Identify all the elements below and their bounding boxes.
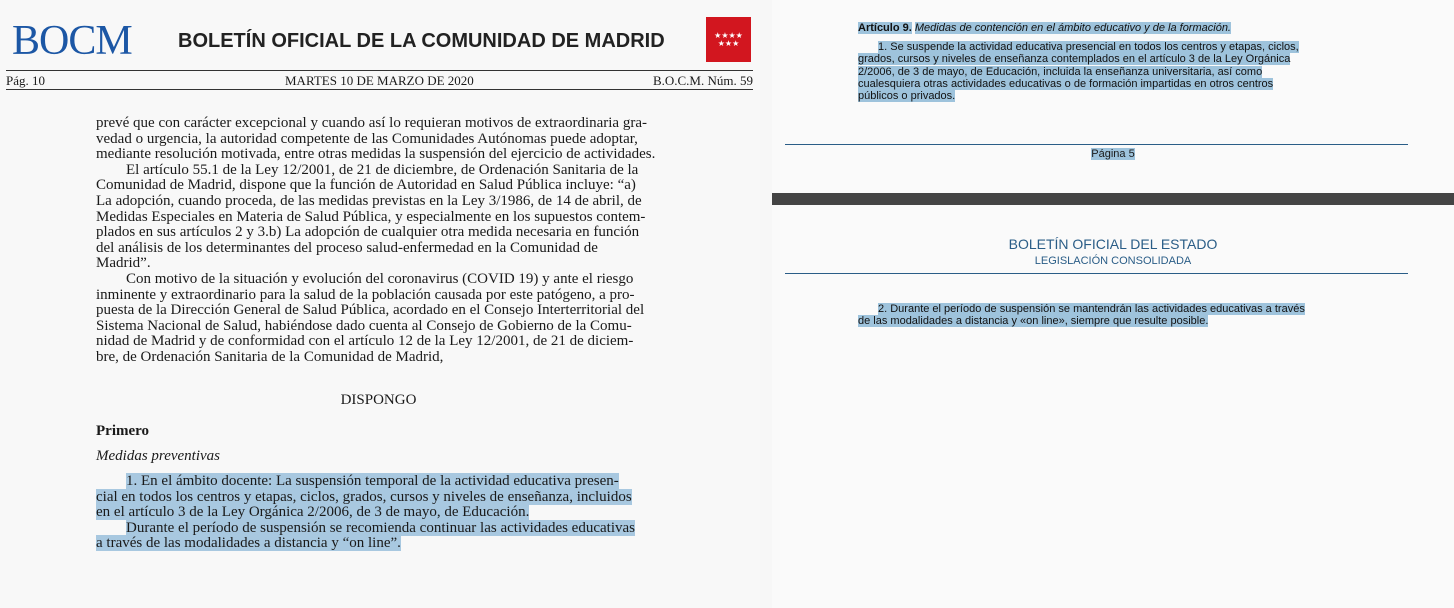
selected-line[interactable]: 1. En el ámbito docente: La suspensión temporal de la actividad educativa presen- [126, 473, 619, 489]
bocm-body [96, 116, 661, 366]
page-separator [772, 193, 1454, 205]
body-line: del análisis de los determinantes del proceso salud-enfermedad en la Comunidad de [96, 239, 598, 256]
header-rule [785, 273, 1408, 274]
selected-line[interactable]: 2/2006, de 3 de mayo, de Educación, incluida la enseñanza universitaria, así como [858, 65, 1263, 78]
header-rule-top [6, 70, 753, 71]
highlighted-passage[interactable] [96, 474, 661, 552]
body-line: puesta de la Dirección General de Salud Pública, acordado en el Consejo Interterritorial del [96, 302, 645, 319]
selected-line[interactable]: 1. Se suspende la actividad educativa presencial en todos los centros y etapas, ciclos, [878, 41, 1299, 54]
body-line: plados en sus artículos 2 y 3.b) La adopción de cualquier otra medida necesaria en función [96, 224, 640, 241]
selected-line[interactable]: cial en todos los centros y etapas, ciclos, grados, cursos y niveles de enseñanza, incluidos [96, 488, 632, 505]
body-line: vedad o urgencia, la autoridad competente de las Comunidades Autónomas puede adoptar, [96, 130, 638, 147]
issue-number: B.O.C.M. Núm. 59 [652, 73, 753, 88]
article-label[interactable]: Artículo 9. [858, 22, 912, 34]
boe-header-title: BOLETÍN OFICIAL DEL ESTADO [1008, 236, 1218, 252]
selected-line[interactable]: Durante el período de suspensión se recomienda continuar las actividades educativas [126, 519, 635, 536]
footer-rule [785, 144, 1408, 145]
selected-line[interactable]: en el artículo 3 de la Ley Orgánica 2/2006, de 3 de mayo, de Educación. [96, 504, 530, 521]
boe-page [772, 0, 1454, 608]
madrid-flag-icon [706, 17, 751, 62]
body-line: Comunidad de Madrid, dispone que la función de Autoridad en Salud Pública incluye: “a) [96, 177, 636, 194]
page-label[interactable]: Página 5 [1091, 148, 1135, 160]
body-line: bre, de Ordenación Sanitaria de la Comunidad de Madrid, [96, 348, 444, 365]
body-line: El artículo 55.1 de la Ley 12/2001, de 21 de diciembre, de Ordenación Sanitaria de la [126, 161, 639, 178]
body-line: Con motivo de la situación y evolución del coronavirus (COVID 19) y ante el riesgo [126, 270, 634, 287]
body-line: Madrid”. [96, 255, 151, 272]
header-rule-bottom [6, 89, 753, 90]
boe-header-subtitle: LEGISLACIÓN CONSOLIDADA [1034, 255, 1192, 267]
page-number: Pág. 10 [6, 73, 45, 88]
body-line: Sistema Nacional de Salud, habiéndose dado cuenta al Consejo de Gobierno de la Comu- [96, 317, 632, 334]
article-9-para-2[interactable] [858, 303, 1338, 327]
selected-line[interactable]: de las modalidades a distancia y «on line», siempre que resulte posible. [858, 315, 1209, 328]
body-line: prevé que con carácter excepcional y cuando así lo requieran motivos de extraordinaria gra- [96, 115, 647, 131]
selected-line[interactable]: cualesquiera otras actividades educativas o de formación impartidas en otros centros [858, 77, 1274, 90]
subsection-heading: Medidas preventivas [96, 448, 220, 464]
selected-line[interactable]: públicos o privados. [858, 90, 956, 103]
issue-date: MARTES 10 DE MARZO DE 2020 [285, 73, 474, 88]
body-line: mediante resolución motivada, entre otras medidas la suspensión del ejercicio de actividades. [96, 146, 656, 163]
dispongo-heading: DISPONGO [340, 392, 417, 408]
body-line: Medidas Especiales en Materia de Salud Pública, y especialmente en los supuestos contem- [96, 208, 646, 225]
body-line: inminente y extraordinario para la salud de la población causada por este patógeno, a pro- [96, 286, 635, 303]
body-line: nidad de Madrid y de conformidad con el artículo 12 de la Ley 12/2001, de 21 de diciem- [96, 333, 634, 350]
selected-line[interactable]: a través de las modalidades a distancia y “on line”. [96, 535, 401, 552]
flag-stars-row-2: ★★★ [717, 38, 740, 48]
flag-stars-row-1: ★★★★ [714, 30, 743, 40]
body-line: La adopción, cuando proceda, de las medidas previstas en la Ley 3/1986, de 14 de abril, de [96, 192, 642, 209]
article-title[interactable]: Medidas de contención en el ámbito educativo y de la formación. [914, 22, 1231, 34]
article-9[interactable] [858, 22, 1338, 102]
section-heading: Primero [96, 423, 150, 439]
bocm-title: BOLETÍN OFICIAL DE LA COMUNIDAD DE MADRID [178, 30, 665, 52]
bocm-logo: BOCM [12, 18, 132, 64]
selected-line[interactable]: grados, cursos y niveles de enseñanza contemplados en el artículo 3 de la Ley Orgánica [858, 53, 1291, 66]
selected-line[interactable]: 2. Durante el período de suspensión se mantendrán las actividades educativas a través [878, 303, 1305, 315]
